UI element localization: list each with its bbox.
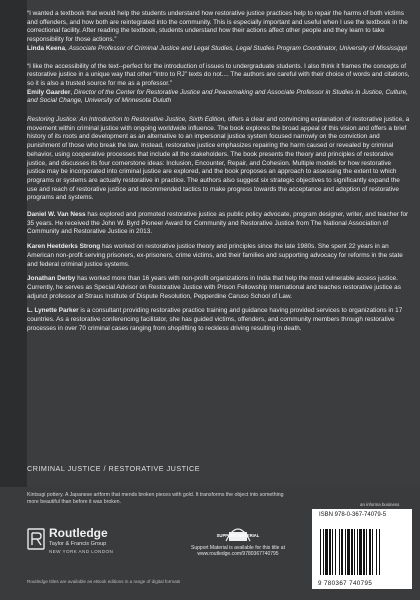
ebook-note: Routledge titles are available as eBook editions in a range of digital formats bbox=[27, 579, 181, 584]
barcode-bar bbox=[325, 529, 328, 575]
author-name: Karen Heetderks Strong bbox=[27, 243, 101, 251]
barcode-number: 9 780367 740795 bbox=[318, 580, 373, 587]
barcode-bar bbox=[366, 529, 367, 575]
book-description-text: offers a clear and convincing explanation of restorative justice, a movement within criminal justice with ongoing worldwide influence. The book explores the broad appeal of this vision and offers a brief history of its roots and development as an alternative to an impersonal justice system focused narrowly on the conviction and punishment of those who break the law. Instead, restorative justice emphasizes repairing the harm caused or revealed by criminal behavior, using cooperative processes that include all the stakeholders. The book presents the theory and principles of restorative justice, and discusses its four cornerstone ideas: Inclusion, Encounter, Repair, and Cohesion. Multiple models for how restorative justice may be incorporated into criminal justice are explored, and the book proposes an approach to assessing the extent to which programs or systems are actually restorative in practice. The authors also suggest six strategic objectives to significantly expand the use and reach of restorative justice and recommended tactics to make progress towards the acceptance and adoption of restorative programs and systems. bbox=[27, 116, 410, 202]
quote-2-text: “I like the accessibility of the text--perfect for the introduction of issues to undergraduate students. I also think it frames the concepts of restorative justice in a unique way that other “intro to RJ” texts do not.... The authors are careful with their choice of words and citations, so it is also a trusted source for me as a professor.” bbox=[27, 62, 410, 87]
author-bio bbox=[27, 243, 410, 269]
publisher-group: Taylor & Francis Group bbox=[49, 541, 107, 547]
barcode-bar bbox=[339, 529, 340, 575]
author-bio-text: has explored and promoted restorative justice as public policy advocate, program designer, writer, and teacher for 35 years. He received the John W. Byrd Pioneer Award for Community and Restorative Justice from The National Association of Community and Restorative Justice in 2013. bbox=[27, 211, 409, 236]
isbn-text: ISBN 978-0-367-74079-5 bbox=[319, 512, 387, 518]
kintsugi-caption: Kintsugi pottery. A Japanese artform that mends broken pieces with gold. It transforms the object into something more beautiful than before it was broken. bbox=[27, 492, 284, 505]
barcode-bar bbox=[332, 529, 333, 575]
cover-text-block bbox=[27, 10, 410, 334]
author-name: Jonathan Derby bbox=[27, 275, 76, 283]
barcode-bar bbox=[347, 529, 350, 575]
author-bio bbox=[27, 307, 410, 333]
author-bio-text: has worked on restorative justice theory and principles since the late 1980s. She spent 22 years in an American non-profit serving prisoners, ex-prisoners, crime victims, and their families and supporting advocacy for reforms in the state and federal criminal justice systems. bbox=[27, 243, 403, 268]
author-name: L. Lynette Parker bbox=[27, 307, 79, 315]
subject-category: CRIMINAL JUSTICE / RESTORATIVE JUSTICE bbox=[27, 464, 201, 473]
barcode-bar bbox=[376, 529, 377, 575]
barcode-bar bbox=[335, 529, 336, 575]
barcode-bar bbox=[323, 529, 324, 575]
book-title-italic: Restoring Justice: An Introduction to Restorative Justice, Sixth Edition, bbox=[27, 116, 227, 124]
barcode-bar bbox=[341, 529, 343, 575]
author-name: Daniel W. Van Ness bbox=[27, 211, 86, 219]
quote-1-title: Associate Professor of Criminal Justice and Legal Studies, Legal Studies Program Coordinator, University of Mississippi bbox=[68, 44, 408, 52]
barcode-bar bbox=[359, 529, 362, 575]
quote-2-name: Emily Gaarder bbox=[27, 88, 71, 96]
barcode-bar bbox=[345, 529, 346, 575]
quote-1-attribution: Linda Keena, Associate Professor of Criminal Justice and Legal Studies, Legal Studies Program Coordinator, University of Mississippi bbox=[27, 44, 408, 52]
informa-label: an informa business bbox=[360, 502, 400, 507]
support-badge-label: SUPPORT MATERIAL bbox=[216, 533, 260, 538]
publisher-place: NEW YORK AND LONDON bbox=[49, 549, 114, 554]
barcode-bar bbox=[379, 529, 380, 575]
publisher-name: Routledge bbox=[49, 526, 108, 540]
author-bio bbox=[27, 275, 410, 301]
routledge-mark-icon bbox=[27, 528, 45, 550]
support-url[interactable]: www.routledge.com/9780367740795 bbox=[197, 551, 279, 558]
quote-2-title: Director of the Center for Restorative Justice and Peacemaking and Associate Professor in Studies in Justice, Culture, and Social Change, University of Minnesota Duluth bbox=[27, 88, 408, 105]
barcode-bar bbox=[354, 529, 355, 575]
barcode-bar bbox=[372, 529, 373, 575]
barcode-bar bbox=[369, 529, 371, 575]
quote-1-text: “I wanted a textbook that would help the students understand how restorative justice practices help to repair the harms of both victims and offenders, and how both are reintegrated into the community. This is especially important and useful when I use the textbook in the correctional facility. After reading the textbook, students understand how their actions affect other people and they learn to take responsibility for those actions.” bbox=[27, 10, 408, 44]
author-bio-text: has worked more than 16 years with non-profit organizations in India that help the most vulnerable access justice. Currently, he serves as Special Advisor on Restorative Justice with Prison Fellowship International and teaches restorative justice as adjunct professor at Straus Institute of Dispute Resolution, Pepperdine Caruso School of Law. bbox=[27, 275, 401, 300]
barcode-bar bbox=[320, 529, 321, 575]
barcode-bar bbox=[357, 529, 358, 575]
support-line-1: Support Material is available for this title at bbox=[191, 545, 285, 551]
barcode-bar bbox=[351, 529, 353, 575]
support-material-block bbox=[178, 521, 298, 573]
support-material-badge-icon bbox=[223, 521, 253, 543]
quote-2-attribution: Emily Gaarder, Director of the Center for Restorative Justice and Peacemaking and Associate Professor in Studies in Justice, Culture, and Social Change, University of Minnesota Duluth bbox=[27, 88, 408, 105]
barcode-bar bbox=[329, 529, 331, 575]
quote-1-name: Linda Keena bbox=[27, 44, 65, 52]
routledge-logo bbox=[27, 522, 137, 562]
book-description bbox=[27, 116, 410, 203]
author-bio-text: is a consultant providing restorative practice training and guidance having provided services to organizations in 17 countries. As a restorative conferencing facilitator, she has guided victims, offenders, and community members through restorative processes in over 70 criminal cases ranging from shoplifting to reckless driving resulting in death. bbox=[27, 307, 403, 332]
barcode-bar bbox=[363, 529, 365, 575]
barcode-icon bbox=[318, 529, 410, 577]
author-bio bbox=[27, 211, 410, 237]
